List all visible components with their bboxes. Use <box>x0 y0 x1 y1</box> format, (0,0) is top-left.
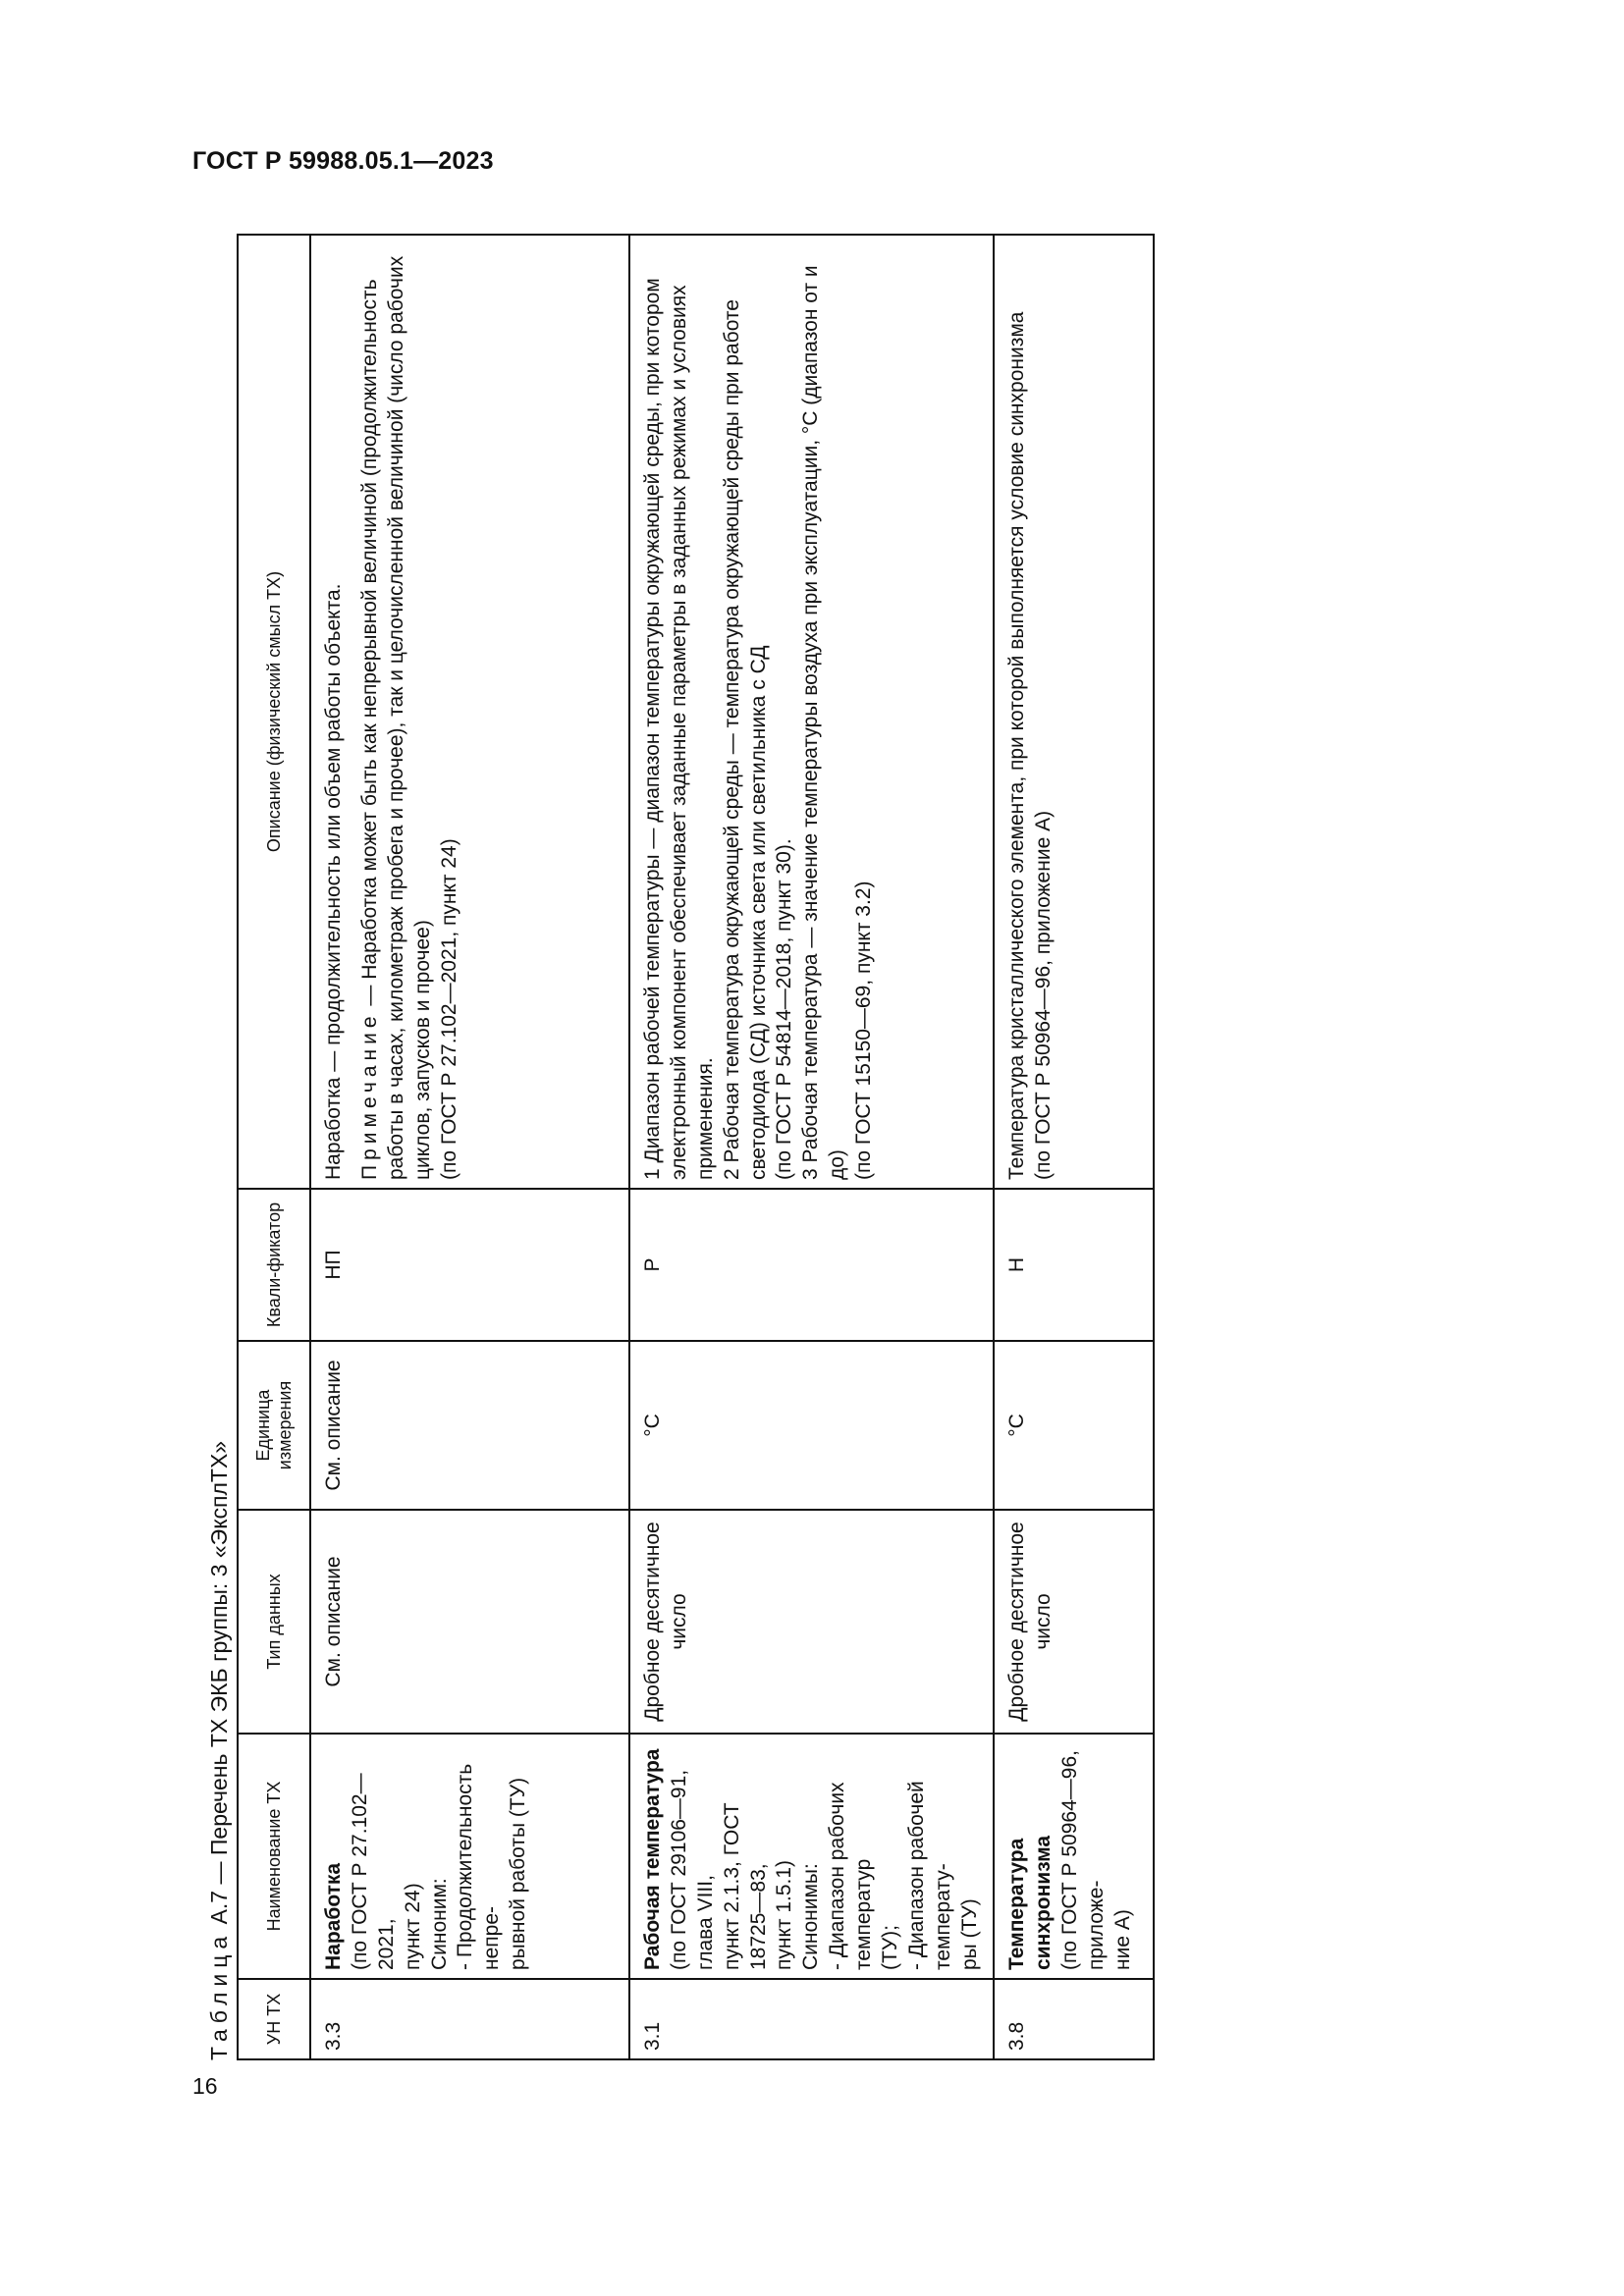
col-header-unit: Единица измерения <box>238 1341 310 1510</box>
cell-unit: °С <box>629 1341 994 1510</box>
cell-un: 3.8 <box>994 1979 1154 2059</box>
cell-type: Дробное десятичное число <box>994 1510 1154 1734</box>
table-header-row <box>238 235 310 2059</box>
cell-name <box>310 1734 629 1979</box>
cell-un: 3.3 <box>310 1979 629 2059</box>
name-line: пункт 1.5.1) <box>773 1859 796 1970</box>
cell-unit: См. описание <box>310 1341 629 1510</box>
note-reference: (по ГОСТ Р 27.102—2021, пункт 24) <box>437 838 460 1180</box>
cell-qualifier: Р <box>629 1189 994 1341</box>
name-line: ры (ТУ) <box>957 1898 981 1970</box>
note-label: Примечание <box>357 1011 381 1180</box>
note-text: — Наработка может быть как непрерывной величиной (продолжительность работы в часах, километраж пробега и прочее), так и целочисленной величиной (число рабочих циклов, запусков и прочее) <box>357 255 434 1180</box>
name-line: - Диапазон рабочих температур <box>826 1782 875 1970</box>
cell-description <box>994 235 1154 1189</box>
col-header-type: Тип данных <box>238 1510 310 1734</box>
table-row <box>310 235 629 2059</box>
col-header-name: Наименование ТХ <box>238 1734 310 1979</box>
cell-type: Дробное десятичное число <box>629 1510 994 1734</box>
description-line: Температура кристаллического элемента, при которой выполняется условие синхронизма <box>1005 311 1029 1180</box>
caption-prefix: Таблица <box>206 1930 232 2060</box>
caption-text: А.7 — Перечень ТХ ЭКБ группы: 3 «ЭксплТХ» <box>206 1440 232 1931</box>
cell-type: См. описание <box>310 1510 629 1734</box>
name-line: (ТУ); <box>878 1925 901 1970</box>
name-line: ние А) <box>1110 1909 1134 1970</box>
cell-name <box>629 1734 994 1979</box>
cell-description <box>629 235 994 1189</box>
cell-qualifier: НП <box>310 1189 629 1341</box>
name-line: (по ГОСТ Р 27.102—2021, <box>348 1773 398 1970</box>
col-header-qualifier: Квали-фикатор <box>238 1189 310 1341</box>
name-line: пункт 24) <box>401 1883 424 1970</box>
description-line: (по ГОСТ 15150—69, пункт 3.2) <box>852 881 875 1180</box>
description-paragraph: Наработка — продолжительность или объем работы объекта. <box>322 583 345 1180</box>
name-title: Рабочая температура <box>641 1748 664 1970</box>
col-header-description: Описание (физический смысл ТХ) <box>238 235 310 1189</box>
cell-name <box>994 1734 1154 1979</box>
table-row <box>994 235 1154 2059</box>
name-line: - Диапазон рабочей температу- <box>904 1781 954 1970</box>
description-line: (по ГОСТ Р 54814—2018, пункт 30). <box>773 838 796 1180</box>
name-line: Синоним: <box>427 1878 451 1970</box>
name-line: (по ГОСТ 29106—91, глава VIII, <box>667 1769 717 1970</box>
description-note <box>357 243 463 1180</box>
name-title: Температура синхронизма <box>1005 1835 1056 1970</box>
table-row <box>629 235 994 2059</box>
page-number: 16 <box>192 2073 218 2099</box>
document-header: ГОСТ Р 59988.05.1—2023 <box>192 147 494 175</box>
description-line: 2 Рабочая температура окружающей среды — температура окружающей среды при работе светодиода (СД) источника света или светильника с СД <box>720 299 770 1180</box>
description-line: 1 Диапазон рабочей температуры — диапазон температуры окружающей среды, при котором электронный компонент обеспечивает заданные параметры в заданных режимах и условиях применения. <box>641 278 717 1180</box>
tx-table <box>237 234 1155 2060</box>
name-line: рывной работы (ТУ) <box>507 1777 530 1970</box>
name-line: Синонимы: <box>799 1863 823 1970</box>
description-line: (по ГОСТ Р 50964—96, приложение А) <box>1032 810 1056 1180</box>
name-title: Наработка <box>322 1862 345 1970</box>
name-line: (по ГОСТ Р 50964—96, приложе- <box>1058 1750 1108 1970</box>
cell-un: 3.1 <box>629 1979 994 2059</box>
name-line: пункт 2.1.3, ГОСТ 18725—83, <box>720 1802 770 1970</box>
name-line: - Продолжительность непре- <box>454 1763 504 1970</box>
table-caption <box>199 1441 239 2060</box>
description-line: 3 Рабочая температура — значение температуры воздуха при эксплуатации, °С (диапазон от и до) <box>799 265 849 1180</box>
cell-qualifier: Н <box>994 1189 1154 1341</box>
cell-description <box>310 235 629 1189</box>
rotated-table-block <box>199 236 1134 2060</box>
col-header-un: УН ТХ <box>238 1979 310 2059</box>
cell-unit: °С <box>994 1341 1154 1510</box>
